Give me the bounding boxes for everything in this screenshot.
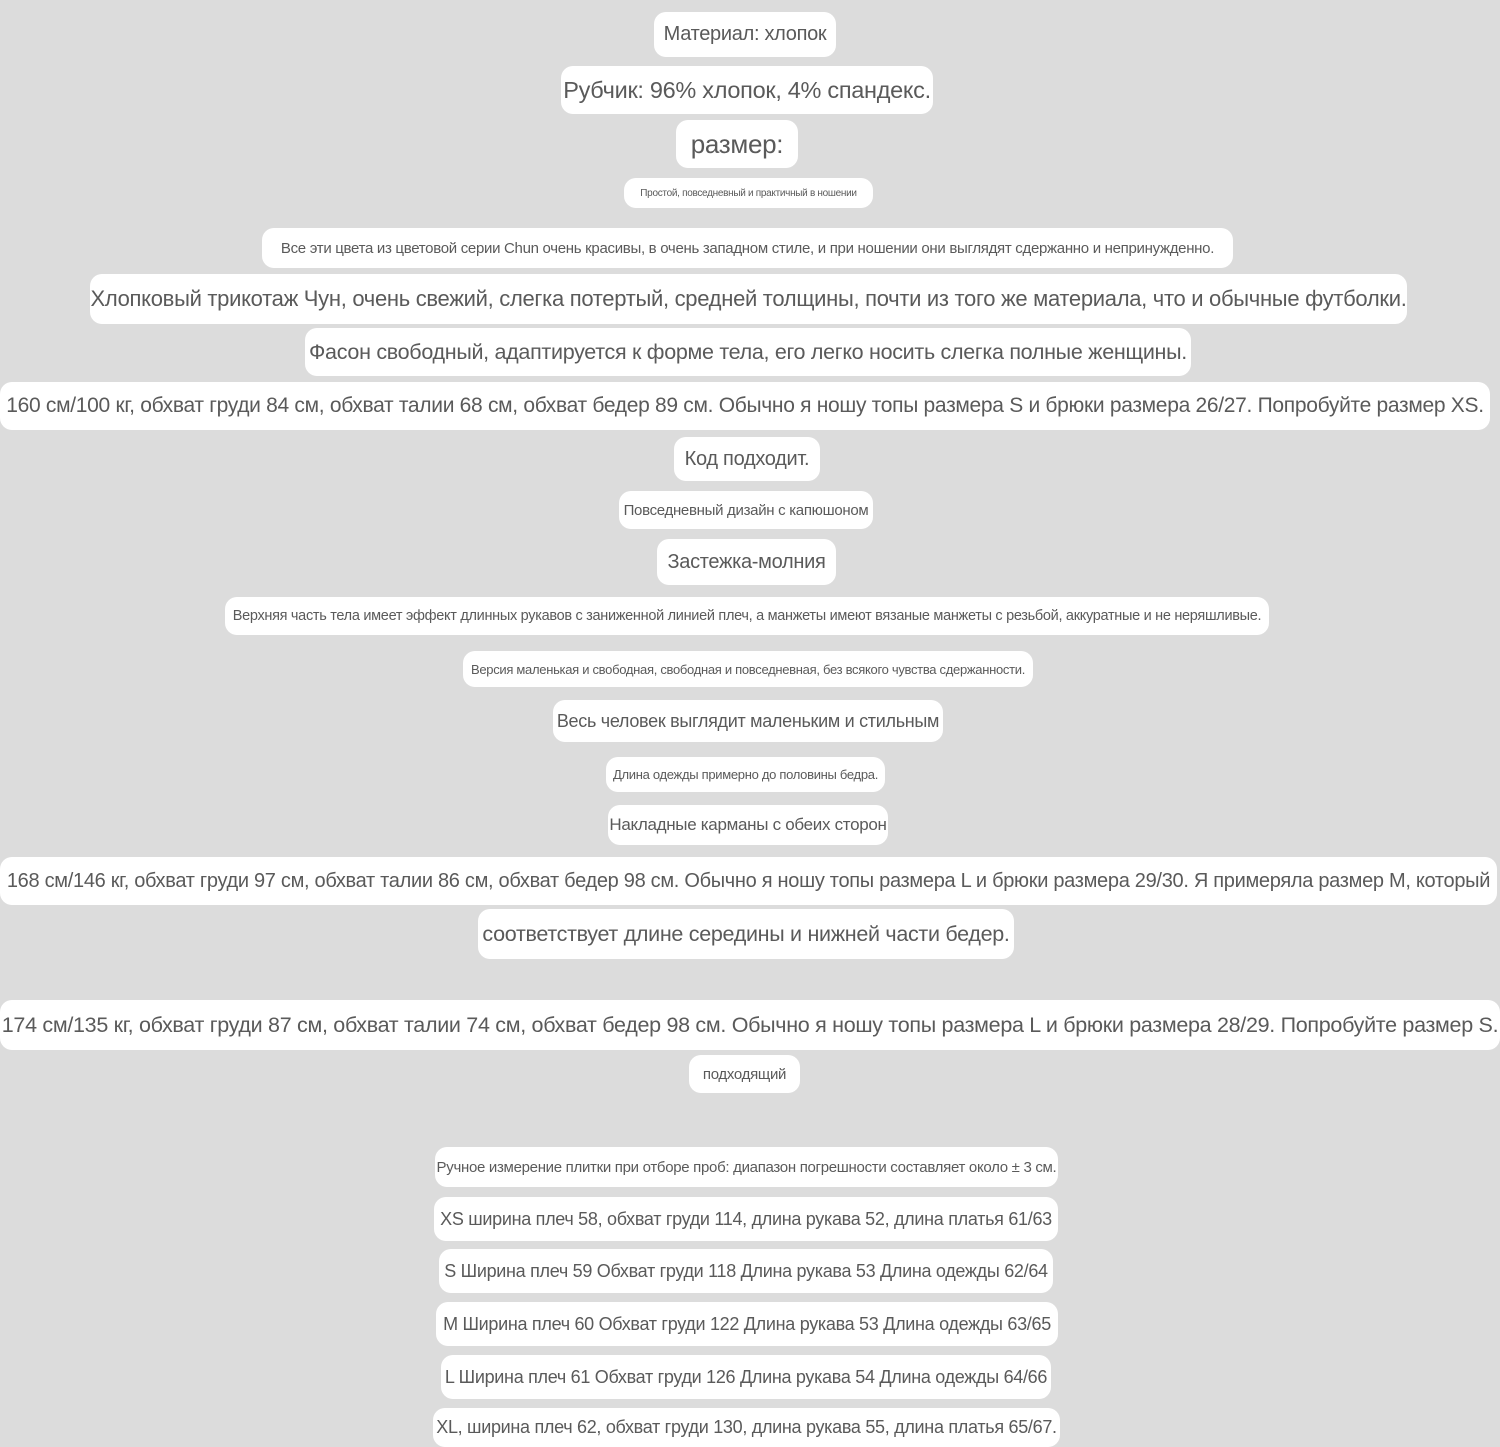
measurement-note: Ручное измерение плитки при отборе проб: диапазон погрешности составляет около ± 3 см. xyxy=(435,1147,1058,1187)
style-text: Простой, повседневный и практичный в ношении xyxy=(624,178,873,208)
size-row-s: S Ширина плеч 59 Обхват груди 118 Длина рукава 53 Длина одежды 62/64 xyxy=(439,1249,1053,1293)
model-3-result: подходящий xyxy=(689,1055,800,1093)
fabric-description: Хлопковый трикотаж Чун, очень свежий, слегка потертый, средней толщины, почти из того же материала, что и обычные футболки. xyxy=(90,274,1407,324)
stylish-text: Весь человек выглядит маленьким и стильным xyxy=(553,700,943,742)
size-row-l: L Ширина плеч 61 Обхват груди 126 Длина рукава 54 Длина одежды 64/66 xyxy=(441,1355,1051,1399)
size-row-xs: XS ширина плеч 58, обхват груди 114, длина рукава 52, длина платья 61/63 xyxy=(434,1197,1058,1241)
model-1-result: Код подходит. xyxy=(674,437,820,481)
size-heading: размер: xyxy=(676,120,798,168)
version-description: Версия маленькая и свободная, свободная и повседневная, без всякого чувства сдержанности. xyxy=(463,651,1033,687)
zipper-text: Застежка-молния xyxy=(657,539,836,585)
model-3-info: 174 см/135 кг, обхват груди 87 см, обхват талии 74 см, обхват бедер 98 см. Обычно я ношу топы размера L и брюки размера 28/29. Попробуйте размер S. xyxy=(0,1000,1500,1050)
model-2-info: 168 см/146 кг, обхват груди 97 см, обхват талии 86 см, обхват бедер 98 см. Обычно я ношу топы размера L и брюки размера 29/30. Я примеряла размер M, который xyxy=(0,857,1497,905)
model-2-result: соответствует длине середины и нижней части бедер. xyxy=(478,909,1014,959)
colors-description: Все эти цвета из цветовой серии Chun очень красивы, в очень западном стиле, и при ношении они выглядят сдержанно и непринужденно. xyxy=(262,228,1233,268)
fit-description: Фасон свободный, адаптируется к форме тела, его легко носить слегка полные женщины. xyxy=(305,328,1191,376)
model-1-info: 160 см/100 кг, обхват груди 84 см, обхват талии 68 см, обхват бедер 89 см. Обычно я ношу топы размера S и брюки размера 26/27. Попробуйте размер XS. xyxy=(0,382,1490,430)
sleeves-description: Верхняя часть тела имеет эффект длинных рукавов с заниженной линией плеч, а манжеты имеют вязаные манжеты с резьбой, аккуратные и не неряшливые. xyxy=(225,597,1269,635)
rib-composition-text: Рубчик: 96% хлопок, 4% спандекс. xyxy=(561,66,933,114)
size-row-m: M Ширина плеч 60 Обхват груди 122 Длина рукава 53 Длина одежды 63/65 xyxy=(436,1302,1058,1346)
pockets-text: Накладные карманы с обеих сторон xyxy=(608,805,888,845)
length-text: Длина одежды примерно до половины бедра. xyxy=(606,757,885,792)
hood-design-text: Повседневный дизайн с капюшоном xyxy=(619,491,873,529)
size-row-xl: XL, ширина плеч 62, обхват груди 130, длина рукава 55, длина платья 65/67. xyxy=(433,1408,1060,1447)
material-text: Материал: хлопок xyxy=(654,12,836,57)
